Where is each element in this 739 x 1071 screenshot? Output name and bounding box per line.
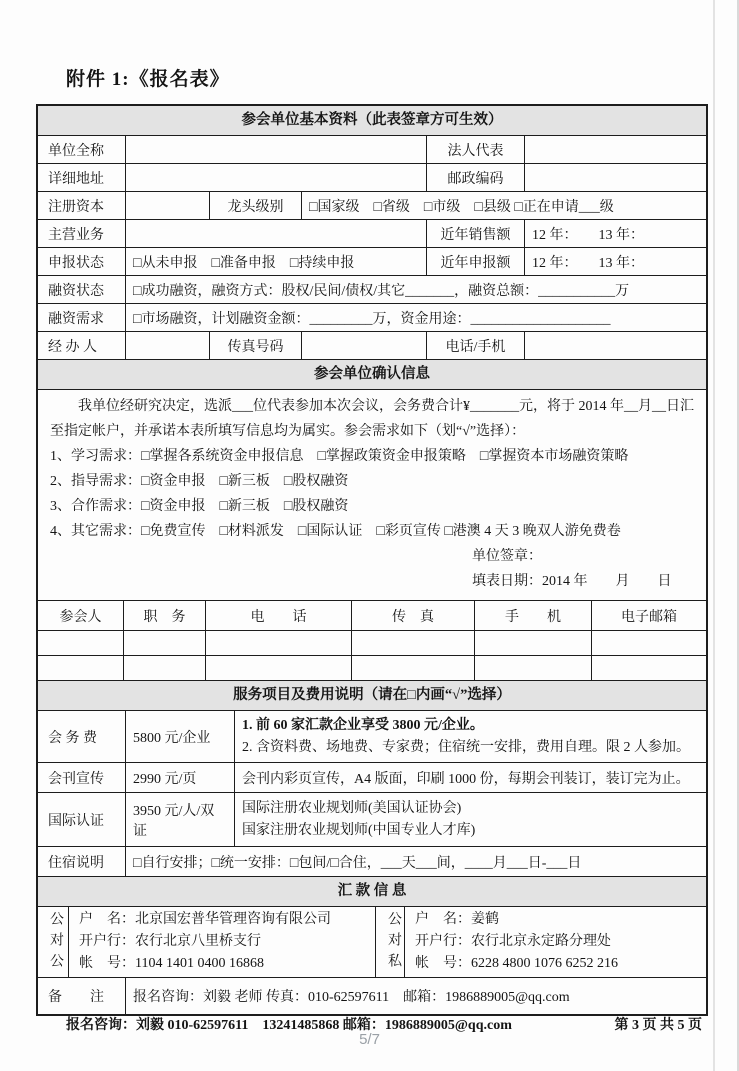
main-business-field — [126, 220, 427, 247]
row-declare-status — [38, 248, 706, 276]
phone-label: 电话/手机 — [427, 332, 525, 359]
corporate-account-name: 户 名：北京国宏普华管理咨询有限公司 — [79, 912, 331, 927]
participant-cell — [124, 656, 206, 680]
row-agent — [38, 332, 706, 360]
sales-label: 近年销售额 — [427, 220, 525, 247]
corporate-side-text: 公对公 — [48, 910, 63, 974]
row-conference-fee — [38, 711, 706, 763]
journal-ad-price: 2990 元/页 — [126, 763, 235, 792]
certification-label: 国际认证 — [38, 793, 126, 846]
remark-label: 备 注 — [38, 978, 126, 1014]
lodging-label: 住宿说明 — [38, 847, 126, 876]
section-services-header: 服务项目及费用说明（请在□内画“√”选择） — [38, 681, 706, 711]
unit-name-label: 单位全称 — [38, 136, 126, 163]
financing-need-text: □市场融资，计划融资金额：_________万，资金用途：____________________ — [133, 311, 611, 327]
row-financing-need — [38, 304, 706, 332]
unit-name-field — [126, 136, 427, 163]
participant-position-header: 职 务 — [124, 601, 206, 630]
participant-name-header: 参会人 — [38, 601, 124, 630]
conference-fee-desc — [235, 711, 706, 762]
participant-cell — [352, 631, 475, 655]
row-remark — [38, 978, 706, 1014]
participant-fax-header: 传 真 — [352, 601, 475, 630]
corporate-account-info — [69, 907, 376, 977]
row-lodging — [38, 847, 706, 877]
row-bank-accounts — [38, 907, 706, 978]
section-basic-header: 参会单位基本资料（此表签章方可生效） — [38, 106, 706, 136]
footer-page-number: 第 3 页 共 5 页 — [614, 1018, 702, 1033]
participant-cell — [206, 656, 352, 680]
confirm-need-3: 3、合作需求：□资金申报 □新三板 □股权融资 — [50, 499, 349, 514]
page-title: 附件 1:《报名表》 — [66, 69, 230, 90]
participant-cell — [592, 631, 706, 655]
participant-cell — [352, 656, 475, 680]
conference-fee-desc-line2: 2. 含资料费、场地费、专家费；住宿统一安排，费用自理。限 2 人参加。 — [242, 739, 690, 755]
row-main-business — [38, 220, 706, 248]
footer-contact: 报名咨询：刘毅 010-62597611 13241485868 邮箱：1986889005@qq.com — [66, 1018, 512, 1033]
declare-amount-label: 近年申报额 — [427, 248, 525, 275]
confirm-body — [38, 390, 706, 601]
agent-field — [126, 332, 210, 359]
corporate-account-number: 帐 号：1104 1401 0400 16868 — [79, 956, 264, 971]
pdf-page-indicator: 5/7 — [359, 1031, 380, 1048]
address-field — [126, 164, 427, 191]
participant-cell — [592, 656, 706, 680]
confirm-seal-label: 单位签章： — [472, 549, 542, 564]
confirm-date-label: 填表日期：2014 年 月 日 — [472, 574, 672, 589]
registration-form-table — [36, 104, 708, 1016]
reg-capital-field — [126, 192, 210, 219]
row-journal-ad — [38, 763, 706, 793]
confirm-paragraph: 我单位经研究决定，选派___位代表参加本次会议，会务费合计¥_______元，将于 2014 年__月__日汇至指定帐户，并承诺本表所填写信息均为属实。参会需求如下（划“√”选择）： — [50, 399, 694, 439]
postcode-field — [525, 164, 706, 191]
participant-cell — [124, 631, 206, 655]
financing-need-label: 融资需求 — [38, 304, 126, 331]
confirm-need-1: 1、学习需求：□掌握各系统资金申报信息 □掌握政策资金申报策略 □掌握资本市场融资策略 — [50, 449, 629, 464]
corporate-side-label — [38, 907, 69, 977]
certification-price: 3950 元/人/双证 — [126, 793, 235, 846]
participant-mobile-header: 手 机 — [475, 601, 592, 630]
certification-desc — [235, 793, 706, 846]
declare-status-options: □从未申报 □准备申报 □持续申报 — [126, 248, 427, 275]
scan-artifact-line — [713, 0, 715, 1071]
row-reg-capital — [38, 192, 706, 220]
participant-cell — [38, 631, 124, 655]
financing-status-label: 融资状态 — [38, 276, 126, 303]
phone-field — [525, 332, 706, 359]
agent-label: 经 办 人 — [38, 332, 126, 359]
personal-side-label — [376, 907, 405, 977]
participant-row — [38, 631, 706, 656]
lodging-desc: □自行安排；□统一安排：□包间/□合住，___天___间，____月___日-___日 — [133, 855, 582, 871]
personal-account-number: 帐 号：6228 4800 1076 6252 216 — [415, 956, 618, 971]
section-remittance-header: 汇 款 信 息 — [38, 877, 706, 907]
journal-ad-desc: 会刊内彩页宣传，A4 版面，印刷 1000 份，每期会刊装订，装订完为止。 — [242, 771, 690, 787]
financing-status-text: □成功融资，融资方式：股权/民间/债权/其它_______，融资总额：___________万 — [133, 283, 630, 299]
confirm-need-2: 2、指导需求：□资金申报 □新三板 □股权融资 — [50, 474, 349, 489]
participants-header-row — [38, 601, 706, 631]
fax-field — [302, 332, 427, 359]
section-confirm-header: 参会单位确认信息 — [38, 360, 706, 390]
participant-email-header: 电子邮箱 — [621, 609, 677, 625]
certification-desc-line2: 国家注册农业规划师(中国专业人才库) — [242, 822, 476, 838]
journal-ad-label: 会刊宣传 — [38, 763, 126, 792]
row-address — [38, 164, 706, 192]
personal-account-name: 户 名：姜鹤 — [415, 912, 499, 927]
remark-text: 报名咨询：刘毅 老师 传真：010-62597611 邮箱：1986889005@qq.com — [133, 990, 570, 1005]
postcode-label: 邮政编码 — [427, 164, 525, 191]
personal-side-text: 公对私 — [386, 910, 401, 974]
participant-cell — [475, 631, 592, 655]
fax-label: 传真号码 — [210, 332, 302, 359]
confirm-need-4: 4、其它需求：□免费宣传 □材料派发 □国际认证 □彩页宣传 □港澳 4 天 3 晚双人游免费卷 — [50, 524, 621, 539]
main-business-label: 主营业务 — [38, 220, 126, 247]
participant-row — [38, 656, 706, 681]
corporate-bank-branch: 开户行：农行北京八里桥支行 — [79, 934, 261, 949]
conference-fee-desc-line1: 1. 前 60 家汇款企业享受 3800 元/企业。 — [242, 717, 484, 733]
personal-bank-branch: 开户行：农行北京永定路分理处 — [415, 934, 611, 949]
personal-account-info — [405, 907, 706, 977]
certification-desc-line1: 国际注册农业规划师(美国认证协会) — [242, 800, 462, 816]
legal-rep-label: 法人代表 — [427, 136, 525, 163]
conference-fee-label: 会 务 费 — [38, 711, 126, 762]
participant-cell — [38, 656, 124, 680]
leader-level-options: □国家级 □省级 □市级 □县级 □正在申请___级 — [309, 199, 614, 215]
conference-fee-price: 5800 元/企业 — [126, 711, 235, 762]
legal-rep-field — [525, 136, 706, 163]
address-label: 详细地址 — [38, 164, 126, 191]
row-financing-status — [38, 276, 706, 304]
row-unit-name — [38, 136, 706, 164]
declare-status-label: 申报状态 — [38, 248, 126, 275]
sales-years: 12 年： 13 年： — [532, 227, 644, 243]
leader-level-label: 龙头级别 — [210, 192, 302, 219]
participant-cell — [475, 656, 592, 680]
row-certification — [38, 793, 706, 847]
reg-capital-label: 注册资本 — [38, 192, 126, 219]
declare-years: 12 年： 13 年： — [532, 255, 644, 271]
participant-cell — [206, 631, 352, 655]
participant-phone-header: 电 话 — [206, 601, 352, 630]
